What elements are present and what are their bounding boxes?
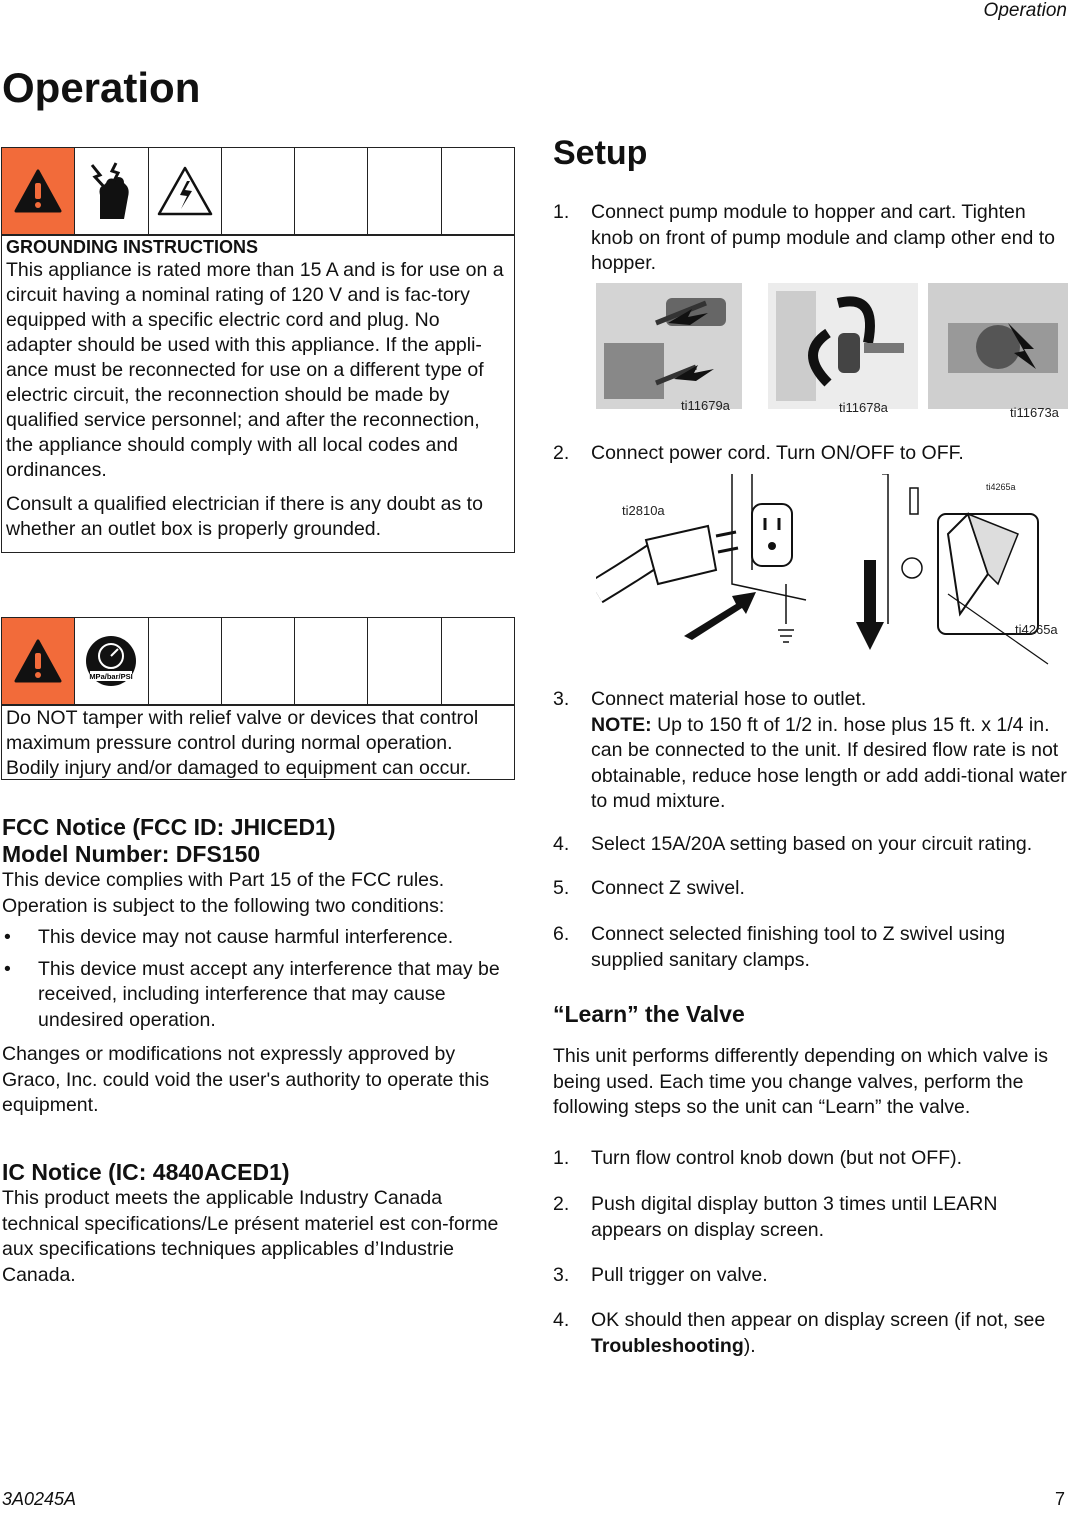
pressure-gauge-icon (84, 634, 138, 688)
warning-icon-row (2, 148, 514, 236)
ic-text: This product meets the applicable Industry Canada technical specifications/Le présent materiel est con-forme aux specifications techniques applicables d’Industrie Canada. (2, 1187, 499, 1286)
list-item: • This device must accept any interference that may be received, including interference that may cause undesired operation. (2, 957, 516, 1034)
grounding-warning-box (1, 147, 515, 553)
pressure-gauge-cell (74, 618, 147, 704)
page-title: Operation (2, 64, 201, 111)
setup-title: Setup (553, 134, 648, 172)
learn-step (553, 1263, 1068, 1289)
figure-label: ti4265a (1015, 622, 1058, 637)
step-number: 2. (553, 1193, 570, 1215)
empty-icon-cell (294, 148, 367, 234)
page-number: 7 (1054, 1489, 1065, 1509)
running-head: Operation (983, 0, 1067, 21)
document-number: 3A0245A (2, 1489, 77, 1509)
note (591, 713, 1068, 815)
troubleshooting-reference: Troubleshooting (591, 1334, 744, 1357)
ic-title: IC Notice (IC: 4840ACED1) (2, 1159, 290, 1185)
step-text: Push digital display button 3 times until LEARN appears on display screen. (591, 1193, 998, 1241)
empty-icon-cell (148, 618, 221, 704)
note-text: Up to 150 ft of 1/2 in. hose plus 15 ft. x 1/4 in. can be connected to the unit. If desired flow rate is not obtainable, reduce hose length or add addi-tional water to mud mixture. (591, 713, 1067, 812)
warning-symbol-icon (13, 168, 63, 214)
fcc-title: FCC Notice (FCC ID: JHICED1) (2, 814, 336, 840)
step-text: Connect material hose to outlet. (591, 688, 867, 710)
setup-step (553, 687, 1068, 815)
step-number: 1. (553, 1147, 570, 1169)
high-voltage-cell (148, 148, 221, 234)
step-text (591, 1308, 1068, 1359)
electric-shock-cell (74, 148, 147, 234)
setup-step (553, 441, 1068, 467)
empty-icon-cell (221, 148, 294, 234)
pressure-paragraph: Do NOT tamper with relief valve or devices that control maximum pressure control during normal operation. Bodily injury and/or damaged to equipment can occur. (6, 707, 479, 779)
hopper-clamp-figure (928, 283, 1068, 409)
fcc-notice (2, 814, 516, 1119)
warning-symbol-cell (2, 148, 74, 234)
setup-step (553, 922, 1068, 973)
pressure-text (2, 706, 514, 785)
empty-icon-cell (441, 148, 514, 234)
figure-label: ti11673a (1010, 405, 1059, 420)
learn-step (553, 1146, 1068, 1172)
pump-module-figure (596, 283, 742, 409)
grounding-text (2, 236, 514, 546)
setup-step (553, 876, 1068, 902)
learn-step (553, 1308, 1068, 1359)
setup-step (553, 832, 1068, 858)
note-label: NOTE: (591, 713, 652, 736)
fcc-intro: This device complies with Part 15 of the FCC rules. Operation is subject to the following two conditions: (2, 869, 445, 917)
step-text-with-note (591, 687, 1068, 815)
setup-step (553, 200, 1068, 277)
warning-symbol-icon (13, 638, 63, 684)
step-text: Pull trigger on valve. (591, 1264, 768, 1286)
fcc-conditions-list (2, 925, 516, 1033)
fcc-changes: Changes or modifications not expressly approved by Graco, Inc. could void the user's authority to operate this equipment. (2, 1043, 490, 1116)
list-item: • This device may not cause harmful interference. (2, 925, 516, 951)
step-text-part: OK should then appear on display screen (if not, see (591, 1309, 1046, 1331)
empty-icon-cell (367, 148, 440, 234)
pressure-warning-box (1, 617, 515, 780)
ic-notice (2, 1159, 516, 1288)
step-number: 3. (553, 1264, 570, 1286)
grounding-paragraph: Consult a qualified electrician if there is any doubt as to whether an outlet box is properly grounded. (6, 493, 483, 540)
empty-icon-cell (441, 618, 514, 704)
learn-title: “Learn” the Valve (553, 1001, 745, 1027)
step-number: 4. (553, 833, 570, 855)
step-number: 1. (553, 201, 570, 223)
figure-label: ti11678a (839, 400, 888, 415)
empty-icon-cell (367, 618, 440, 704)
step-text: Connect pump module to hopper and cart. Tighten knob on front of pump module and clamp other end to hopper. (591, 201, 1055, 274)
step-text: Connect selected finishing tool to Z swivel using supplied sanitary clamps. (591, 923, 1006, 971)
step-text: Connect power cord. Turn ON/OFF to OFF. (591, 442, 964, 464)
grounding-paragraph: This appliance is rated more than 15 A and is for use on a circuit having a nominal rating of 120 V and is fac-tory equipped with a specific electric cord and plug. No adapter should be used with this appliance. If the appli-ance must be reconnected for use on a different type of electric circuit, the reconnection should be made by qualified service personnel; and after the reconnection, the appliance should comply with all local codes and ordinances. (6, 259, 504, 481)
warning-symbol-cell (2, 618, 74, 704)
grounding-heading: GROUNDING INSTRUCTIONS (6, 237, 258, 257)
figure-label: ti4265a (986, 482, 1016, 492)
empty-icon-cell (294, 618, 367, 704)
step-text-part: ). (743, 1334, 756, 1357)
high-voltage-triangle-icon (156, 165, 214, 217)
knob-tighten-figure (768, 283, 918, 409)
learn-step (553, 1192, 1068, 1243)
step-number: 4. (553, 1309, 570, 1331)
step-number: 5. (553, 877, 570, 899)
figure-label: ti11679a (681, 398, 730, 413)
electric-shock-hand-icon (86, 161, 136, 221)
onoff-switch-figure (848, 474, 1060, 666)
learn-intro: This unit performs differently depending on which valve is being used. Each time you change valves, perform the following steps so the unit can “Learn” the valve. (553, 1045, 1048, 1118)
step-text: Turn flow control knob down (but not OFF). (591, 1147, 963, 1169)
step-number: 6. (553, 923, 570, 945)
step-number: 2. (553, 442, 570, 464)
empty-icon-cell (221, 618, 294, 704)
fcc-model-title: Model Number: DFS150 (2, 841, 261, 867)
step-text: Connect Z swivel. (591, 877, 745, 899)
figure-label: ti2810a (622, 503, 665, 518)
step-text: Select 15A/20A setting based on your circuit rating. (591, 833, 1033, 855)
gauge-label: MPa/bar/PSI (89, 672, 134, 681)
step-number: 3. (553, 688, 570, 710)
warning-icon-row (2, 618, 514, 706)
